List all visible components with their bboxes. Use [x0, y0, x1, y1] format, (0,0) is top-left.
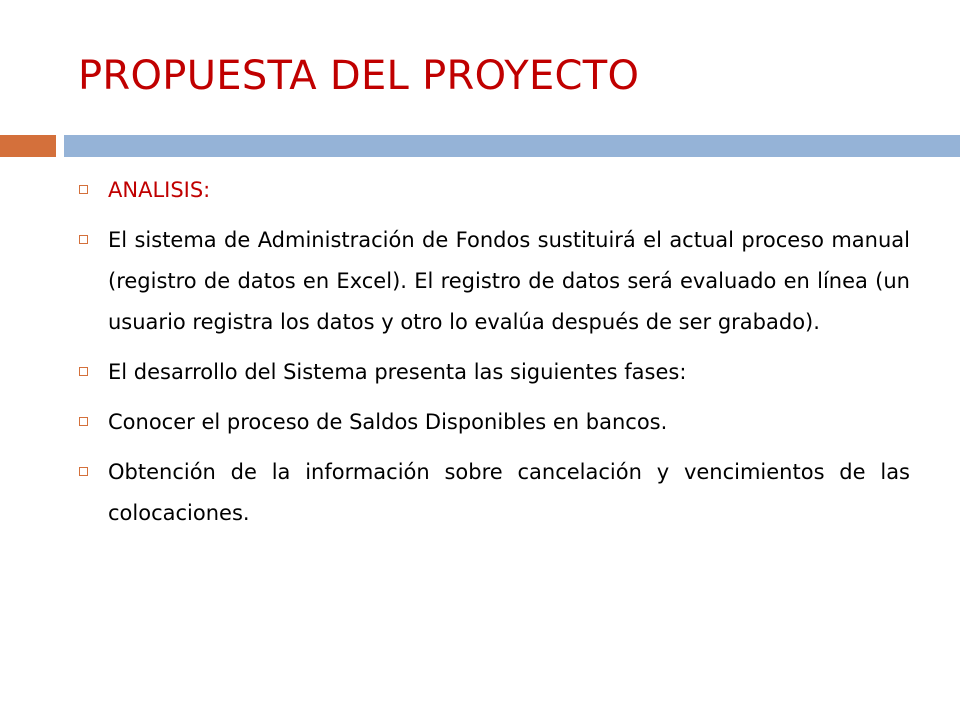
bullet-item-colocaciones [78, 452, 910, 534]
bullet-item-sistema-descripcion [78, 220, 910, 343]
square-bullet-icon [79, 235, 88, 244]
bullet-text: Obtención de la información sobre cancelación y vencimientos de las colocaciones. [108, 460, 910, 525]
bullet-text: El desarrollo del Sistema presenta las siguientes fases: [108, 360, 687, 384]
bullet-list [78, 170, 910, 543]
square-bullet-icon [79, 467, 88, 476]
square-bullet-icon [79, 417, 88, 426]
bullet-text: Conocer el proceso de Saldos Disponibles en bancos. [108, 410, 668, 434]
title-accent-bar-orange [0, 135, 56, 157]
square-bullet-icon [79, 367, 88, 376]
bullet-item-analisis [78, 170, 910, 211]
title-accent-bar-blue [64, 135, 960, 157]
bullet-text: El sistema de Administración de Fondos sustituirá el actual proceso manual (registro de datos en Excel). El registro de datos será evaluado en línea (un usuario registra los datos y otro lo evalúa después de ser grabado). [108, 228, 910, 334]
bullet-item-saldos [78, 402, 910, 443]
slide-title: PROPUESTA DEL PROYECTO [78, 53, 640, 99]
square-bullet-icon [79, 185, 88, 194]
bullet-text: ANALISIS: [108, 178, 211, 202]
bullet-item-fases [78, 352, 910, 393]
